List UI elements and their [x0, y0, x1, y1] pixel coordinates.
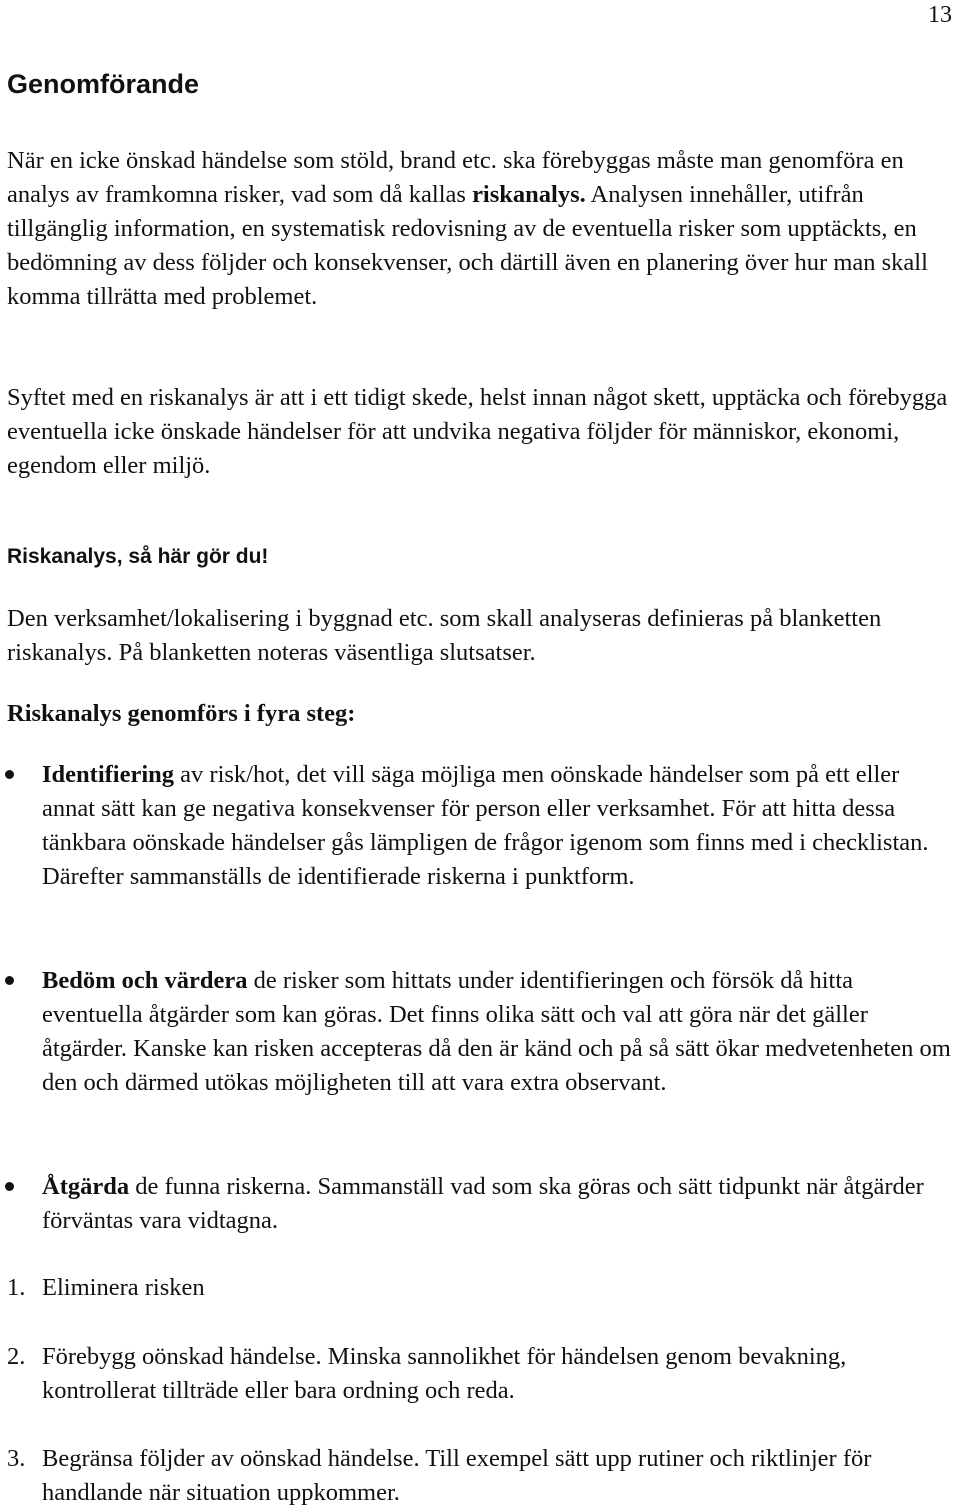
subsection-title: Riskanalys, så här gör du! [7, 545, 269, 568]
list-item-text [42, 1170, 958, 1238]
riskanalys-term: riskanalys. [472, 181, 586, 208]
list-item-text [42, 758, 958, 894]
page-number: 13 [928, 2, 952, 28]
intro-text-continued: Analysen innehåller, utifrån tillgänglig information, en systematisk redovisning av de eventuella risker som upptäckts, en bedömning av dess följder och konsekvenser, och därtill även en planering över hur man skall komma tillrätta med problemet. [7, 181, 928, 310]
list-item-body: av risk/hot, det vill säga möjliga men oönskade händelser som på ett eller annat sätt kan ge negativa konsekvenser för person eller verksamhet. För att hitta dessa tänkbara oönskade händelser gås lämpligen de frågor igenom som finns med i checklistan. Därefter sammanställs de identifierade riskerna i punktform. [42, 761, 929, 890]
list-item-body: de risker som hittats under identifieringen och försök då hitta eventuella åtgärder som kan göras. Det finns olika sätt och val att göra när det gäller åtgärder. Kanske kan risken accepteras då den är känd och på så sätt ökar medvetenheten om den och därmed utökas möjligheten till att vara extra observant. [42, 967, 951, 1096]
numbered-item-text: Begränsa följder av oönskad händelse. Till exempel sätt upp rutiner och riktlinjer för handlande när situation uppkommer. [42, 1445, 872, 1506]
intro-paragraph [7, 144, 957, 314]
list-item-term: Identifiering [42, 761, 175, 788]
bullet-icon [5, 976, 14, 985]
numbered-item-text: Eliminera risken [42, 1274, 205, 1301]
numbered-item-label: 3. [7, 1445, 26, 1472]
list-item-term: Bedöm och värdera [42, 967, 248, 994]
numbered-item-label: 1. [7, 1274, 26, 1301]
purpose-paragraph: Syftet med en riskanalys är att i ett tidigt skede, helst innan något skett, upptäcka och förebygga eventuella icke önskade händelser för att undvika negativa följder för människor, ekonomi, egendom eller miljö. [7, 384, 948, 479]
bullet-icon [5, 770, 14, 779]
instructions-paragraph: Den verksamhet/lokalisering i byggnad etc. som skall analyseras definieras på blanketten riskanalys. På blanketten noteras väsentliga slutsatser. [7, 605, 882, 666]
numbered-item-text: Förebygg oönskad händelse. Minska sannolikhet för händelsen genom bevakning, kontrollerat tillträde eller bara ordning och reda. [42, 1343, 847, 1404]
list-item-term: Åtgärda [42, 1173, 130, 1200]
bullet-icon [5, 1182, 14, 1191]
intro-text: När en icke önskad händelse som stöld, brand etc. ska förebyggas måste man genomföra en analys av framkomna risker, vad som då kallas [7, 147, 904, 208]
numbered-item-label: 2. [7, 1343, 26, 1370]
section-title: Genomförande [7, 69, 200, 99]
steps-heading: Riskanalys genomförs i fyra steg: [7, 700, 356, 727]
list-item-body: de funna riskerna. Sammanställ vad som ska göras och sätt tidpunkt när åtgärder förväntas vara vidtagna. [42, 1173, 924, 1234]
list-item-text [42, 964, 958, 1100]
